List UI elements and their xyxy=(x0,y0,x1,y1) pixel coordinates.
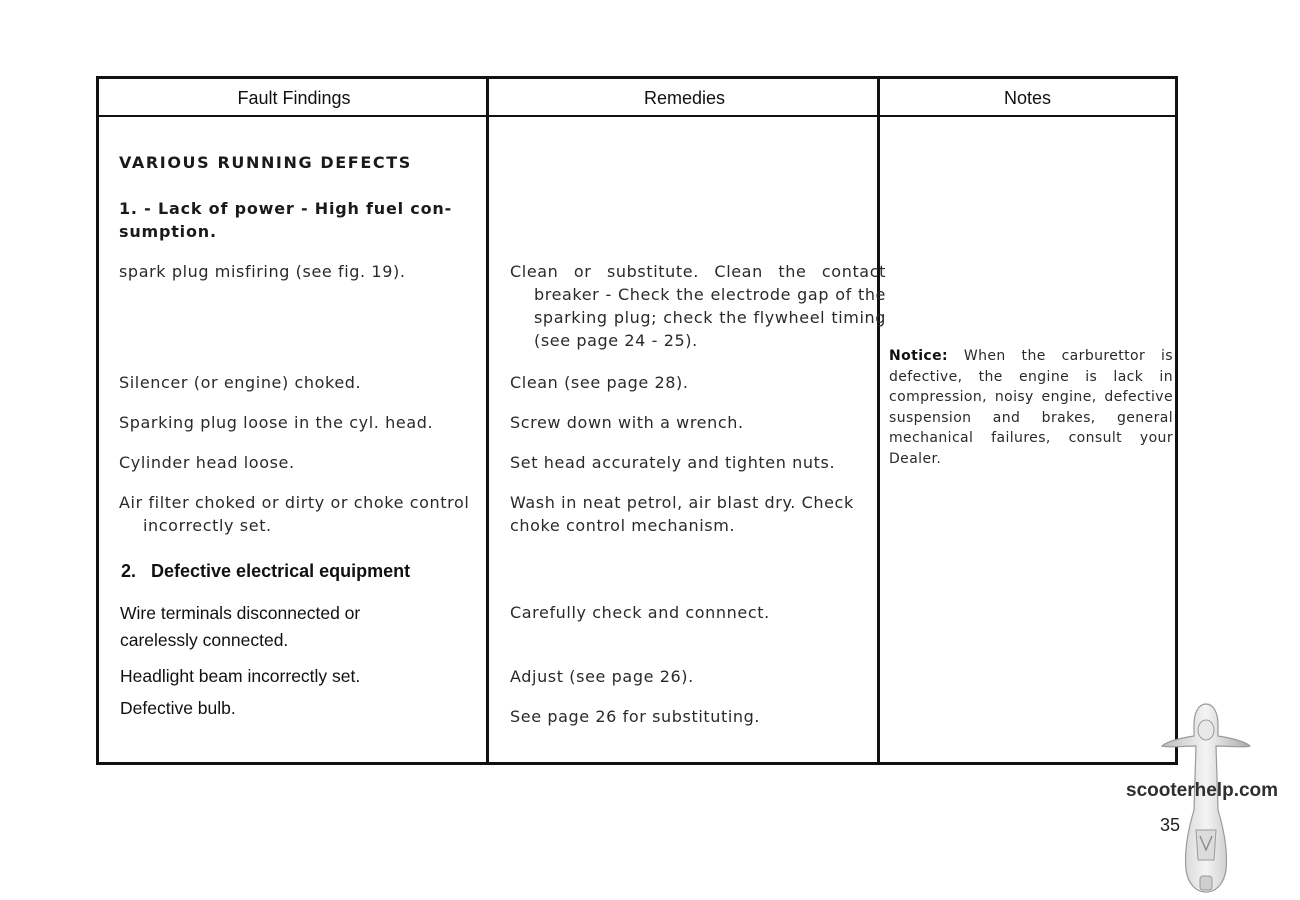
remedy-item: Set head accurately and tighten nuts. xyxy=(510,453,836,472)
header-fault-findings: Fault Findings xyxy=(237,88,351,108)
fault-item: Silencer (or engine) choked. xyxy=(119,373,362,392)
fault-item: Defective bulb. xyxy=(120,698,236,718)
remedy-item: Clean or substitute. Clean the contact breaker - Check the electrode gap of the sparking plug; check the flywheel timing (see page 24 - 25). xyxy=(510,262,886,350)
remedy-item: Wash in neat petrol, air blast dry. Check choke control mechanism. xyxy=(510,493,854,535)
fault-item: Headlight beam incorrectly set. xyxy=(120,666,361,686)
header-notes: Notes xyxy=(1003,88,1052,108)
subsection-lack-of-power: 1. - Lack of power - High fuel con- sumption. xyxy=(119,199,453,241)
table-header-row xyxy=(99,79,1175,117)
fault-item: spark plug misfiring (see fig. 19). xyxy=(119,262,406,281)
fault-item: Air filter choked or dirty or choke control incorrectly set. xyxy=(119,493,470,535)
fault-item: Sparking plug loose in the cyl. head. xyxy=(119,413,434,432)
notice-text: When the carburettor is defective, the engine is lack in compression, noisy engine, defective suspension and brakes, general mechanical failures, consult your Dealer. xyxy=(889,348,1173,467)
fault-item: Wire terminals disconnected or carelessly connected. xyxy=(120,603,361,650)
notice-block xyxy=(889,346,1173,469)
fault-item: Cylinder head loose. xyxy=(119,453,295,472)
remedy-item: Adjust (see page 26). xyxy=(510,667,694,686)
page-number: 35 xyxy=(1160,815,1181,835)
remedy-item: See page 26 for substituting. xyxy=(510,707,761,726)
remedy-item: Carefully check and connnect. xyxy=(510,603,770,622)
notice-label: Notice: xyxy=(889,348,949,364)
remedy-item: Clean (see page 28). xyxy=(510,373,689,392)
header-remedies: Remedies xyxy=(643,88,726,108)
section-title: VARIOUS RUNNING DEFECTS xyxy=(119,153,412,172)
remedy-item: Screw down with a wrench. xyxy=(510,413,744,432)
subsection-electrical: 2. Defective electrical equipment xyxy=(121,561,411,581)
watermark: scooterhelp.com xyxy=(1126,780,1279,801)
fault-table xyxy=(96,76,1178,765)
